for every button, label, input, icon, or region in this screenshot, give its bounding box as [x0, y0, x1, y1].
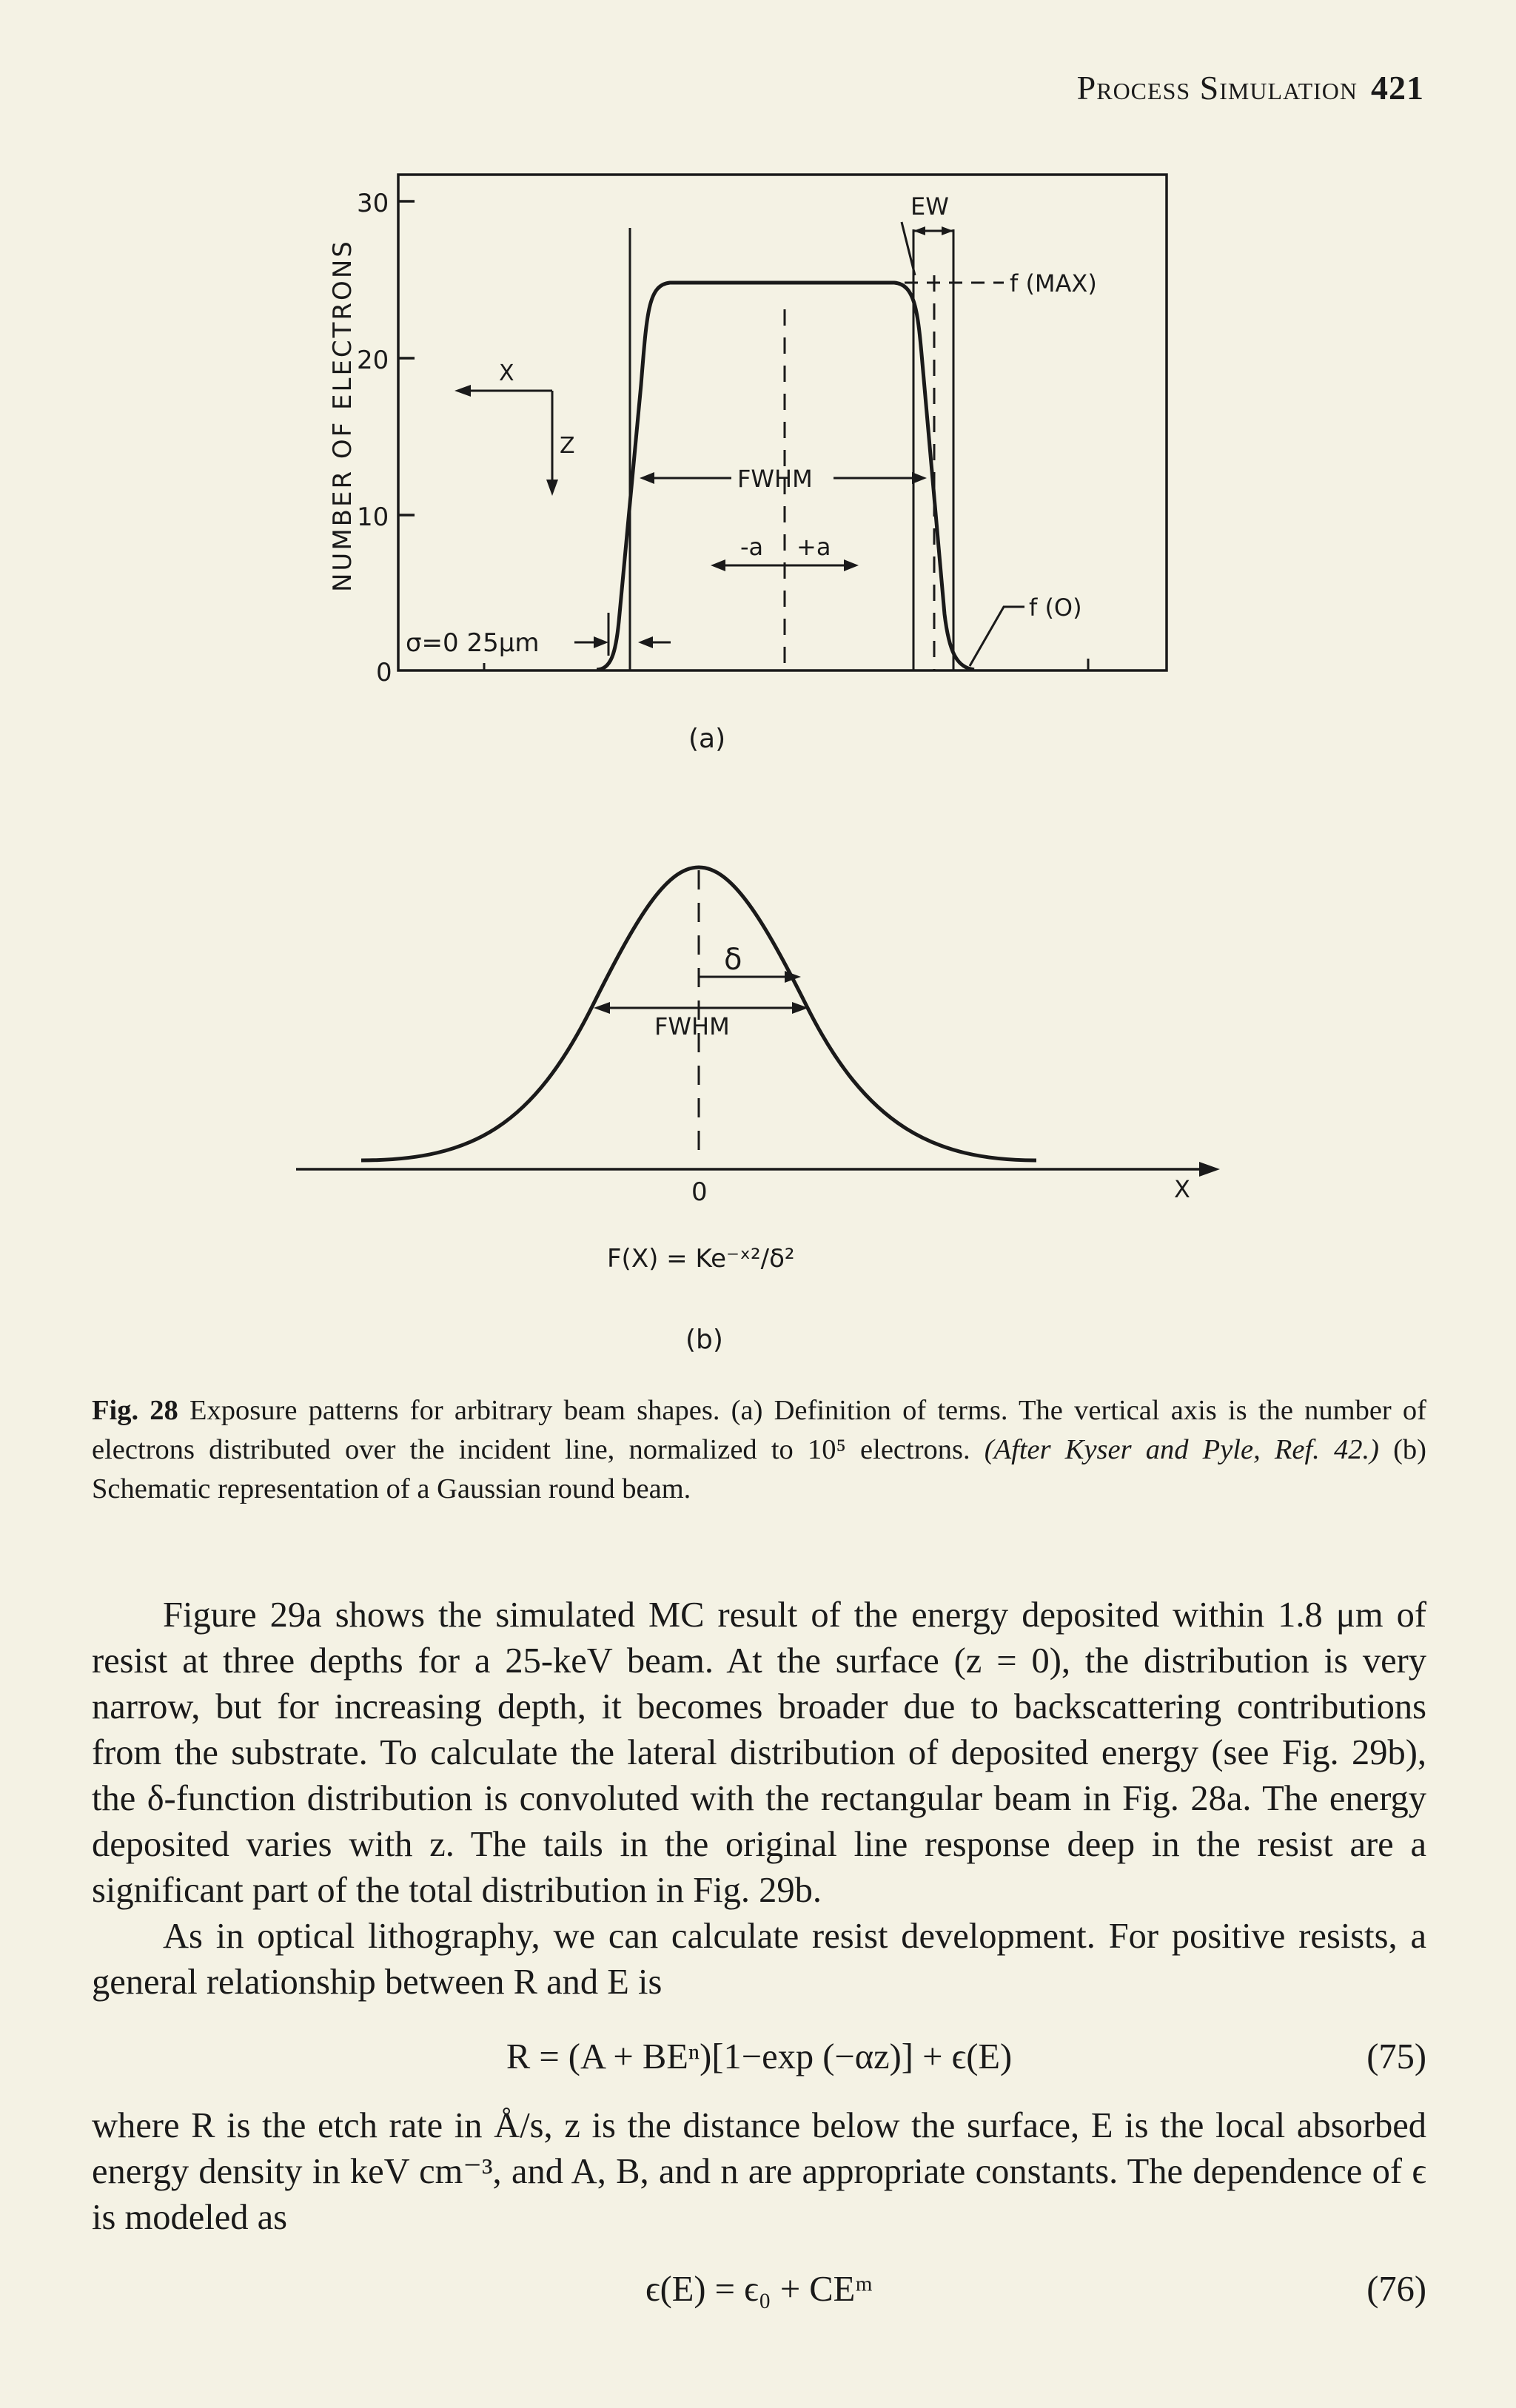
label-x-dir: X — [499, 360, 514, 386]
y-axis-label: NUMBER OF ELECTRONS — [328, 239, 358, 592]
formula-gaussian: F(X) = Ke⁻ˣ²/δ² — [607, 1244, 795, 1274]
equation-76-number: (76) — [1366, 2270, 1426, 2309]
paragraph-1: Figure 29a shows the simulated MC result of the energy deposited within 1.8 μm of resist at three depths for a 25-keV beam. At the surface (z = 0), the distribution is very narrow, but for increasing depth, it becomes broader due to backscattering contributions from the substrate. To calculate the lateral distribution of deposited energy (see Fig. 29b), the δ-function distribution is convoluted with the rectangular beam in Fig. 28a. The energy deposited varies with z. The tails in the original line response deep in the resist are a significant part of the total distribution in Fig. 29b. — [92, 1595, 1426, 1910]
caption-fig-label: Fig. 28 — [92, 1395, 178, 1426]
label-zero: 0 — [691, 1177, 708, 1207]
label-minus-a: -a — [740, 533, 764, 561]
equation-76-expr: ϵ(E) = ϵ₀ + CEᵐ — [645, 2270, 873, 2309]
caption-text: Exposure patterns for arbitrary beam shapes. (a) Definition of terms. The vertical axis is the number of electrons distributed over the incident line, normalized to 10⁵ electrons. — [92, 1395, 1427, 1465]
panel-label-a: (a) — [688, 724, 726, 754]
caption-text-2: (b) Schematic representation of a Gaussian round beam. — [92, 1434, 1426, 1504]
label-delta: δ — [724, 943, 742, 977]
label-z-dir: Z — [560, 433, 575, 459]
figure-caption — [92, 1391, 1426, 1509]
y-tick-10: 10 — [357, 502, 389, 532]
label-x-axis: X — [1174, 1175, 1190, 1203]
paragraph-2: As in optical lithography, we can calculate resist development. For positive resists, a general relationship between R and E is — [92, 1917, 1426, 2002]
caption-citation: (After Kyser and Pyle, Ref. 42.) — [984, 1434, 1379, 1465]
equation-75-number: (75) — [1366, 2037, 1426, 2076]
label-plus-a: +a — [796, 533, 831, 561]
figure-b — [296, 867, 1220, 1177]
page-number: 421 — [1371, 69, 1424, 107]
label-f0: f (O) — [1029, 593, 1082, 622]
y-tick-30: 30 — [357, 189, 389, 218]
header-title: Process Simulation — [1076, 69, 1358, 107]
label-ew: EW — [910, 192, 949, 221]
label-fmax: f (MAX) — [1010, 269, 1097, 297]
label-fwhm-b: FWHM — [654, 1012, 730, 1040]
y-tick-20: 20 — [357, 346, 389, 375]
paragraph-3: where R is the etch rate in Å/s, z is the distance below the surface, E is the local absorbed energy density in keV cm⁻³, and A, B, and n are appropriate constants. The dependence of ϵ is modeled as — [92, 2106, 1426, 2237]
label-fwhm-a: FWHM — [737, 465, 813, 493]
y-tick-0: 0 — [376, 658, 392, 687]
equation-75-expr: R = (A + BEⁿ)[1−exp (−αz)] + ϵ(E) — [506, 2037, 1013, 2076]
label-sigma: σ=0 25μm — [406, 628, 540, 658]
panel-label-b: (b) — [685, 1325, 723, 1355]
